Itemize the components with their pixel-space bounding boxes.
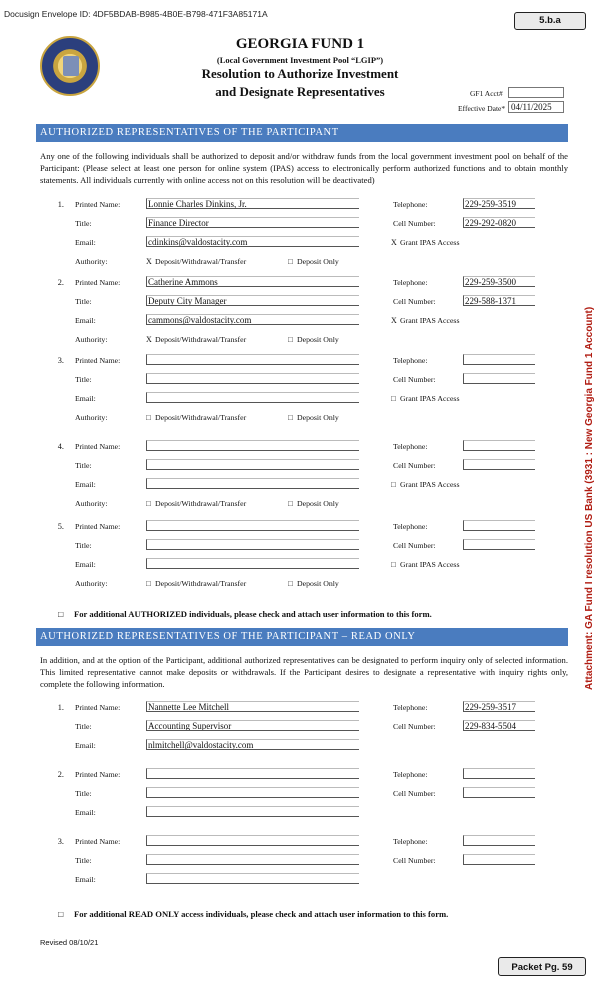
name-field[interactable]: Nannette Lee Mitchell <box>146 701 359 712</box>
ipas-access-option[interactable] <box>391 480 460 489</box>
authority-label: Authority: <box>75 413 108 422</box>
email-label: Email: <box>75 394 96 403</box>
form-heading-line2: and Designate Representatives <box>215 84 385 99</box>
cell-number-label: Cell Number: <box>393 789 436 798</box>
email-field[interactable] <box>146 806 359 817</box>
deposit-only-checkbox[interactable]: □ <box>288 499 293 508</box>
email-field[interactable]: cammons@valdostacity.com <box>146 314 359 325</box>
deposit-only-option[interactable] <box>288 579 339 588</box>
printed-name-label: Printed Name: <box>75 837 121 846</box>
deposit-only-label: Deposit Only <box>297 257 339 266</box>
title-label: Title: <box>75 856 92 865</box>
deposit-withdrawal-checkbox[interactable]: □ <box>146 413 151 422</box>
rep-number: 1. <box>57 703 64 712</box>
rep-number: 3. <box>57 837 64 846</box>
telephone-label: Telephone: <box>393 356 428 365</box>
deposit-withdrawal-option[interactable] <box>146 413 246 422</box>
telephone-field[interactable]: 229-259-3500 <box>463 276 535 287</box>
deposit-only-checkbox[interactable]: □ <box>288 335 293 344</box>
authority-label: Authority: <box>75 499 108 508</box>
rep-number: 4. <box>57 442 64 451</box>
deposit-withdrawal-label: Deposit/Withdrawal/Transfer <box>155 499 247 508</box>
title-field[interactable] <box>146 854 359 865</box>
deposit-withdrawal-label: Deposit/Withdrawal/Transfer <box>155 257 247 266</box>
deposit-only-label: Deposit Only <box>297 335 339 344</box>
ipas-access-option[interactable] <box>391 316 460 325</box>
name-field[interactable] <box>146 768 359 779</box>
title-label: Title: <box>75 541 92 550</box>
title-label: Title: <box>75 219 92 228</box>
telephone-field[interactable] <box>463 354 535 365</box>
telephone-field[interactable] <box>463 835 535 846</box>
telephone-field[interactable]: 229-259-3519 <box>463 198 535 209</box>
name-field[interactable]: Catherine Ammons <box>146 276 359 287</box>
title-label: Title: <box>75 789 92 798</box>
deposit-withdrawal-option[interactable] <box>146 499 246 508</box>
telephone-field[interactable] <box>463 520 535 531</box>
deposit-withdrawal-option[interactable] <box>146 257 246 266</box>
ipas-access-checkbox[interactable]: □ <box>391 394 396 403</box>
name-field[interactable] <box>146 354 359 365</box>
name-field[interactable] <box>146 520 359 531</box>
email-label: Email: <box>75 480 96 489</box>
form-heading-line1: Resolution to Authorize Investment <box>201 66 399 81</box>
cell-number-field[interactable] <box>463 539 535 550</box>
ipas-access-label: Grant IPAS Access <box>400 394 460 403</box>
ipas-access-checkbox[interactable]: X <box>391 316 397 325</box>
rep-number: 2. <box>57 770 64 779</box>
deposit-withdrawal-label: Deposit/Withdrawal/Transfer <box>155 335 247 344</box>
telephone-label: Telephone: <box>393 522 428 531</box>
effective-date-field[interactable]: 04/11/2025 <box>508 101 564 113</box>
section-authorized-intro: Any one of the following individuals shall be authorized to deposit and/or withdraw funds from the local government investment pool on behalf of the Participant: (Please select at least one person for online system (IPAS) access to electronically perform authorized functions and to obtain monthly statements. All individuals currently with online access not on this resolution will be deactivated) <box>40 151 568 185</box>
email-label: Email: <box>75 238 96 247</box>
additional-read-only-note: □ For additional READ ONLY access individuals, please check and attach user information to this form. <box>58 909 449 919</box>
authority-label: Authority: <box>75 257 108 266</box>
deposit-withdrawal-checkbox[interactable]: □ <box>146 499 151 508</box>
cell-number-label: Cell Number: <box>393 722 436 731</box>
ipas-access-label: Grant IPAS Access <box>400 316 460 325</box>
cell-number-label: Cell Number: <box>393 856 436 865</box>
deposit-only-checkbox[interactable]: □ <box>288 579 293 588</box>
cell-number-field[interactable]: 229-588-1371 <box>463 295 535 306</box>
ipas-access-label: Grant IPAS Access <box>400 480 460 489</box>
title-field[interactable] <box>146 539 359 550</box>
email-label: Email: <box>75 741 96 750</box>
cell-number-label: Cell Number: <box>393 461 436 470</box>
printed-name-label: Printed Name: <box>75 278 121 287</box>
email-field[interactable] <box>146 478 359 489</box>
authority-label: Authority: <box>75 579 108 588</box>
cell-number-label: Cell Number: <box>393 219 436 228</box>
telephone-label: Telephone: <box>393 442 428 451</box>
cell-number-field[interactable]: 229-292-0820 <box>463 217 535 228</box>
email-label: Email: <box>75 808 96 817</box>
authority-label: Authority: <box>75 335 108 344</box>
printed-name-label: Printed Name: <box>75 442 121 451</box>
cell-number-label: Cell Number: <box>393 297 436 306</box>
printed-name-label: Printed Name: <box>75 356 121 365</box>
name-field[interactable] <box>146 835 359 846</box>
cell-number-field[interactable] <box>463 854 535 865</box>
email-field[interactable]: nlmitchell@valdostacity.com <box>146 739 359 750</box>
additional-read-only-checkbox[interactable]: □ <box>58 909 64 919</box>
email-label: Email: <box>75 560 96 569</box>
deposit-only-checkbox[interactable]: □ <box>288 257 293 266</box>
cell-number-field[interactable] <box>463 373 535 384</box>
telephone-field[interactable] <box>463 768 535 779</box>
telephone-field[interactable] <box>463 440 535 451</box>
name-field[interactable]: Lonnie Charles Dinkins, Jr. <box>146 198 359 209</box>
title-field[interactable]: Finance Director <box>146 217 359 228</box>
revised-date: Revised 08/10/21 <box>40 938 99 947</box>
cell-number-label: Cell Number: <box>393 375 436 384</box>
email-field[interactable]: cdinkins@valdostacity.com <box>146 236 359 247</box>
cell-number-field[interactable]: 229-834-5504 <box>463 720 535 731</box>
email-field[interactable] <box>146 873 359 884</box>
deposit-only-option[interactable] <box>288 499 339 508</box>
title-field[interactable]: Deputy City Manager <box>146 295 359 306</box>
cell-number-label: Cell Number: <box>393 541 436 550</box>
rep-number: 2. <box>57 278 64 287</box>
rep-number: 1. <box>57 200 64 209</box>
telephone-label: Telephone: <box>393 837 428 846</box>
name-field[interactable] <box>146 440 359 451</box>
ipas-access-option[interactable] <box>391 394 460 403</box>
ipas-access-checkbox[interactable]: □ <box>391 480 396 489</box>
form-subtitle: (Local Government Investment Pool “LGIP”) <box>216 55 384 65</box>
cell-number-field[interactable] <box>463 787 535 798</box>
ipas-access-checkbox[interactable]: □ <box>391 560 396 569</box>
rep-number: 5. <box>57 522 64 531</box>
email-label: Email: <box>75 316 96 325</box>
envelope-id: Docusign Envelope ID: 4DF5BDAB-B985-4B0E-B798-471F3A85171A <box>4 9 268 19</box>
ipas-access-checkbox[interactable]: X <box>391 238 397 247</box>
deposit-only-option[interactable] <box>288 413 339 422</box>
title-label: Title: <box>75 297 92 306</box>
deposit-withdrawal-label: Deposit/Withdrawal/Transfer <box>155 413 247 422</box>
telephone-label: Telephone: <box>393 770 428 779</box>
section-read-only-header: AUTHORIZED REPRESENTATIVES OF THE PARTICIPANT – READ ONLY <box>36 628 568 646</box>
printed-name-label: Printed Name: <box>75 770 121 779</box>
acct-label: GF1 Acct# <box>470 89 503 98</box>
deposit-only-label: Deposit Only <box>297 579 339 588</box>
deposit-withdrawal-label: Deposit/Withdrawal/Transfer <box>155 579 247 588</box>
deposit-only-checkbox[interactable]: □ <box>288 413 293 422</box>
title-label: Title: <box>75 461 92 470</box>
deposit-only-option[interactable] <box>288 257 339 266</box>
additional-authorized-checkbox[interactable]: □ <box>58 609 64 619</box>
deposit-withdrawal-option[interactable] <box>146 335 246 344</box>
section-read-only-intro: In addition, and at the option of the Participant, additional authorized representatives can be designated to perform inquiry only of selected information. This limited representative cannot make deposits or withdrawals. If the Participant desires to designate a representative with inquiry rights only, complete the following information. <box>40 655 568 689</box>
ipas-access-option[interactable] <box>391 238 460 247</box>
email-field[interactable] <box>146 392 359 403</box>
rep-number: 3. <box>57 356 64 365</box>
acct-field[interactable] <box>508 87 564 98</box>
deposit-only-label: Deposit Only <box>297 499 339 508</box>
form-title: GEORGIA FUND 1 <box>235 36 365 52</box>
effective-date-label: Effective Date* <box>458 104 506 113</box>
deposit-only-option[interactable] <box>288 335 339 344</box>
cell-number-field[interactable] <box>463 459 535 470</box>
telephone-label: Telephone: <box>393 200 428 209</box>
title-label: Title: <box>75 375 92 384</box>
title-label: Title: <box>75 722 92 731</box>
additional-authorized-note: □ For additional AUTHORIZED individuals, please check and attach user information to this form. <box>58 609 432 619</box>
attachment-side-label: Attachment: GA Fund I resolution US Bank (3931 : New Georgia Fund 1 Account) <box>584 306 595 690</box>
deposit-withdrawal-checkbox[interactable]: □ <box>146 579 151 588</box>
telephone-label: Telephone: <box>393 278 428 287</box>
title-field[interactable] <box>146 787 359 798</box>
deposit-withdrawal-option[interactable] <box>146 579 246 588</box>
section-authorized-header: AUTHORIZED REPRESENTATIVES OF THE PARTICIPANT <box>36 124 568 142</box>
telephone-field[interactable]: 229-259-3517 <box>463 701 535 712</box>
title-field[interactable] <box>146 459 359 470</box>
title-field[interactable] <box>146 373 359 384</box>
title-field[interactable]: Accounting Supervisor <box>146 720 359 731</box>
telephone-label: Telephone: <box>393 703 428 712</box>
printed-name-label: Printed Name: <box>75 522 121 531</box>
ipas-access-option[interactable] <box>391 560 460 569</box>
printed-name-label: Printed Name: <box>75 703 121 712</box>
deposit-withdrawal-checkbox[interactable]: X <box>146 257 152 266</box>
email-label: Email: <box>75 875 96 884</box>
packet-page: Packet Pg. 59 <box>498 957 586 976</box>
deposit-only-label: Deposit Only <box>297 413 339 422</box>
deposit-withdrawal-checkbox[interactable]: X <box>146 335 152 344</box>
printed-name-label: Printed Name: <box>75 200 121 209</box>
page-tag: 5.b.a <box>514 12 586 30</box>
email-field[interactable] <box>146 558 359 569</box>
ipas-access-label: Grant IPAS Access <box>400 560 460 569</box>
ipas-access-label: Grant IPAS Access <box>400 238 460 247</box>
